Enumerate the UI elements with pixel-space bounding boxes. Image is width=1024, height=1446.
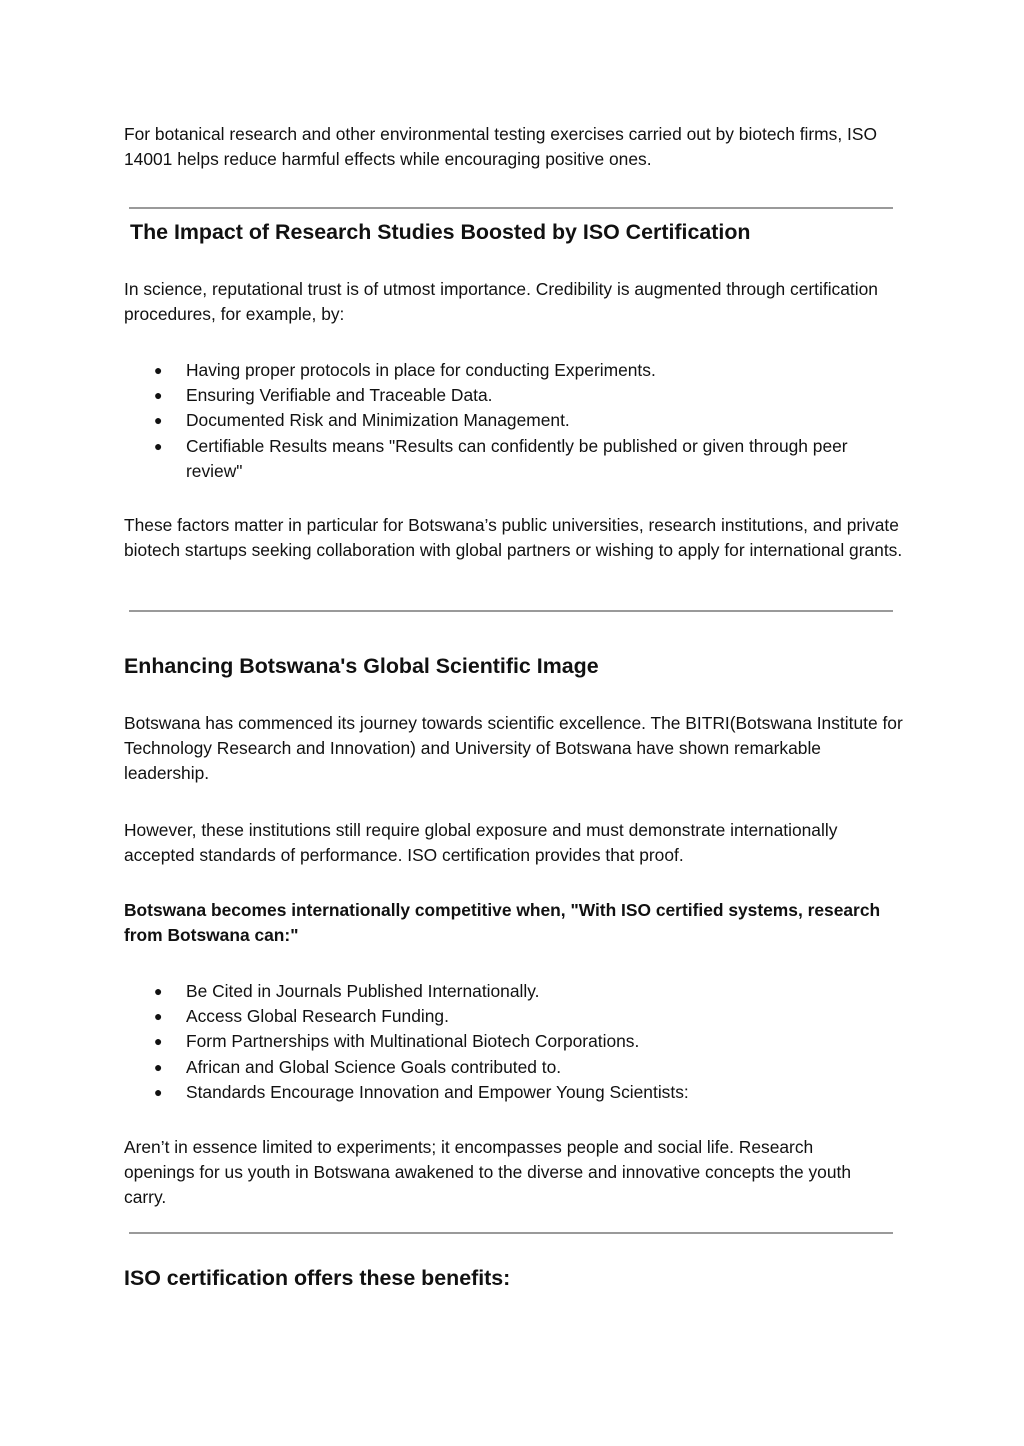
intro-paragraph: For botanical research and other environmental testing exercises carried out by biotech firms, ISO 14001 helps reduce harmful effects while encouraging positive ones. <box>124 124 877 170</box>
youth-paragraph: Aren’t in essence limited to experiments; it encompasses people and social life. Research openings for us youth in Botswana awakened to the diverse and innovative concepts the youth carry. <box>124 1137 852 1208</box>
bullet-icon: ● <box>154 387 163 404</box>
bullet-icon: ● <box>154 412 163 429</box>
list-item: ● Be Cited in Journals Published Internationally. <box>124 979 884 1004</box>
list-item: ● Access Global Research Funding. <box>124 1004 884 1029</box>
list-item: ● Documented Risk and Minimization Management. <box>124 408 884 433</box>
list-item: ● Having proper protocols in place for conducting Experiments. <box>124 358 884 383</box>
competitive-statement: Botswana becomes internationally competitive when, "With ISO certified systems, research from Botswana can:" <box>124 900 881 946</box>
bullet-icon: ● <box>154 1058 163 1075</box>
bullet-icon: ● <box>154 437 163 454</box>
list-item: ● Ensuring Verifiable and Traceable Data. <box>124 383 884 408</box>
list-item: ● Form Partnerships with Multinational Biotech Corporations. <box>124 1029 884 1054</box>
global-benefits-list <box>124 979 884 1105</box>
section-heading-iso-benefits: ISO certification offers these benefits: <box>124 1266 511 1290</box>
list-item: ● Standards Encourage Innovation and Empower Young Scientists: <box>124 1080 884 1105</box>
certification-benefits-list <box>124 358 884 484</box>
list-item: ● African and Global Science Goals contributed to. <box>124 1055 884 1080</box>
research-impact-paragraph: In science, reputational trust is of utmost importance. Credibility is augmented through certification procedures, for example, by: <box>124 279 878 325</box>
section-heading-research-impact: The Impact of Research Studies Boosted by ISO Certification <box>130 220 751 244</box>
section-divider <box>129 207 893 209</box>
factors-paragraph: These factors matter in particular for Botswana’s public universities, research institutions, and private biotech startups seeking collaboration with global partners or wishing to apply for international grants. <box>124 515 903 561</box>
section-heading-global-image: Enhancing Botswana's Global Scientific Image <box>124 654 599 678</box>
list-item: ● Certifiable Results means "Results can confidently be published or given through peer review" <box>154 435 848 481</box>
section-divider <box>129 610 893 612</box>
bullet-icon: ● <box>154 983 163 999</box>
bullet-icon: ● <box>154 1033 163 1050</box>
global-exposure-paragraph: However, these institutions still require global exposure and must demonstrate internationally accepted standards of performance. ISO certification provides that proof. <box>124 820 838 866</box>
bullet-icon: ● <box>154 1008 163 1025</box>
section-divider <box>129 1232 893 1234</box>
bullet-icon: ● <box>154 362 163 378</box>
bullet-icon: ● <box>154 1083 163 1100</box>
botswana-journey-paragraph: Botswana has commenced its journey towards scientific excellence. The BITRI(Botswana Institute for Technology Research and Innovation) and University of Botswana have shown remarkable leadership. <box>124 713 903 784</box>
